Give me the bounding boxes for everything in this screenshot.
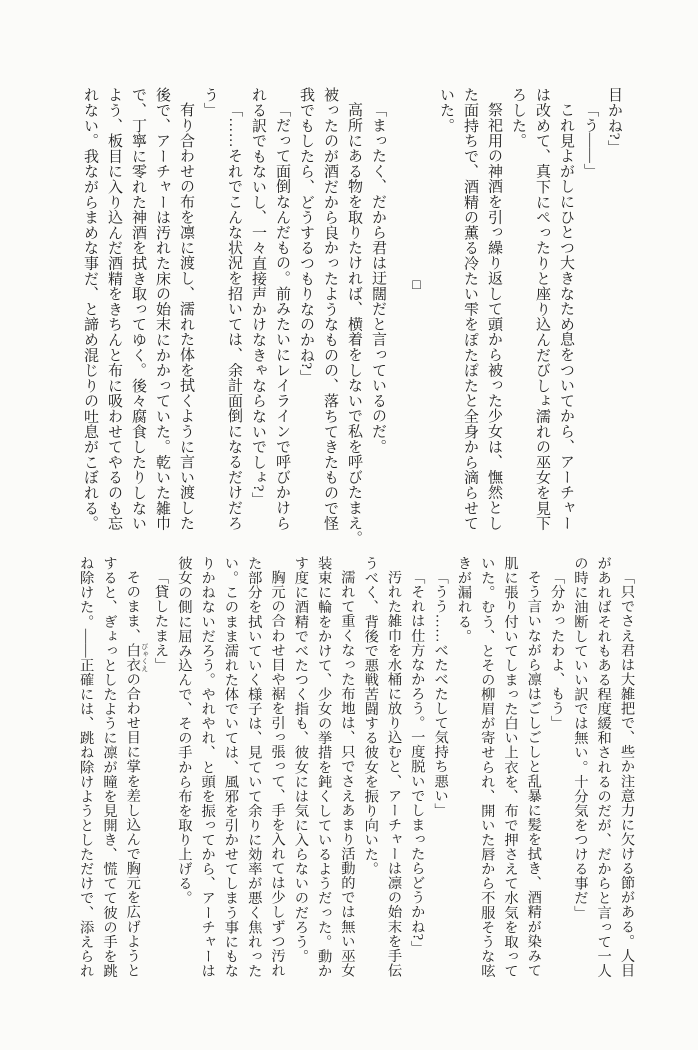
text-column: れない。我ながらまめな事だ、と諦め混じりの吐息がこぼれる。 — [82, 87, 98, 531]
text-column: 「まったく、だから君は迂闊だと言っているのだ。 — [370, 102, 386, 454]
text-column: の時に油断していい訳では無い。十分気をつける事だ」 — [572, 556, 589, 920]
text-column: ね除けた。――正確には、跳ね除けようとしただけで、添えられ — [78, 556, 95, 978]
text-column: た部分を拭いていく様子は、見ていて余りに効率が悪く焦れった — [246, 556, 263, 978]
text-column: 被ったのが酒だから良かったようなものの、落ちてきたもので怪 — [322, 87, 338, 531]
text-column: いた。むう、とその柳眉が寄せられ、開いた唇から不服そうな呟 — [479, 556, 496, 978]
text-column: 後で、アーチャーは汚れた床の始末にかかっていた。乾いた雑巾 — [154, 87, 170, 531]
text-column: す度に酒精でべたつく指も、彼女には気に入らないのだろう。 — [292, 556, 309, 964]
text-column: 濡れて重くなった布地は、只でさえあまり活動的では無い巫女 — [339, 570, 356, 978]
text-column: 「う――」 — [582, 102, 598, 179]
text-column: そう言いながら凛はごしごしと乱暴に髪を拭き、酒精が染みて — [525, 570, 542, 978]
ruby-base-text: 白衣 — [124, 643, 141, 673]
text-column: きが漏れる。 — [455, 556, 472, 644]
text-column: よう、板目に入り込んだ酒精をきちんと布に吸わせてやるのも忘 — [106, 87, 122, 531]
text-column: 「分かったわよ、もう」 — [549, 570, 566, 731]
section-break-square-icon: □ — [409, 278, 424, 294]
bottom-text-block — [74, 556, 638, 986]
text-column: 彼女の側に屈み込んで、その手から布を取り上げる。 — [176, 556, 193, 906]
furigana-text: びゃくえ — [140, 643, 149, 673]
section-divider — [404, 87, 428, 539]
text-column: う」 — [202, 87, 218, 118]
ruby-annotation — [124, 643, 149, 673]
text-column: 目かね?」 — [606, 87, 622, 156]
text-column: すると、ぎょっとしたように凛が瞳を見開き、慌てて彼の手を跳 — [101, 556, 118, 978]
text-column: れる訳でもないし、一々直接声かけなきゃならないでしょ?」 — [250, 87, 266, 508]
text-column: 「うう……べたべたして気持ち悪い」 — [432, 570, 449, 818]
text-column: 装束に輪をかけて、少女の挙措を鈍くしているようだった。動か — [316, 556, 333, 978]
text-column: ろした。 — [510, 87, 526, 149]
text-column: た面持ちで、酒精の薫る冷たい雫をぽたぽたと全身から滴らせて — [462, 87, 478, 531]
text-column: うべく、背後で悪戦苦闘する彼女を振り向いた。 — [362, 556, 379, 877]
text-column: 「……それでこんな状況を招いては、余計面倒になるだけだろ — [226, 102, 242, 531]
text-column: 「貸したまえ」 — [153, 570, 170, 673]
ruby-pre-text: そのまま、 — [124, 570, 141, 644]
top-text-block — [78, 87, 626, 546]
text-column: 汚れた雑巾を水桶に放り込むと、アーチャーは凛の始末を手伝 — [386, 570, 403, 978]
text-column: りかねないだろう。やれやれ、と頭を振ってから、アーチャーは — [199, 556, 216, 978]
ruby-post-text: の合わせ目に掌を差し込んで胸元を広げようと — [124, 672, 141, 978]
text-column: これ見よがしにひとつ大きなため息をついてから、アーチャー — [558, 102, 574, 531]
text-column: 有り合わせの布を凛に渡し、濡れた体を拭くように言い渡した — [178, 102, 194, 531]
text-column: い。このまま濡れた体でいては、風邪を引かせてしまう事にもな — [222, 556, 239, 978]
text-column: 高所にある物を取りたければ、横着をしないで私を呼びたまえ。 — [346, 102, 362, 546]
text-column: 我でもしたら、どうするつもりなのかね?」 — [298, 87, 314, 385]
text-column: 「だって面倒なんだもの。前みたいにレイラインで呼びかけら — [274, 102, 290, 531]
text-column: で、丁寧に零れた神酒を拭き取ってゆく。後々腐食したりしない — [130, 87, 146, 531]
text-column: いた。 — [438, 87, 454, 133]
text-column: 胸元の合わせ目や裾を引っ張って、手を入れては少しずつ汚れ — [269, 570, 286, 978]
text-column: 祭祀用の神酒を引っ繰り返して頭から被った少女は、憮然とし — [486, 102, 502, 531]
text-column: は改めて、真下にぺったりと座り込んだびしょ濡れの巫女を見下 — [534, 87, 550, 531]
text-column: 肌に張り付いてしまった白い上衣を、布で押さえて水気を取って — [502, 556, 519, 978]
text-column: があればそれもある程度緩和されるのだが、だからと言って一人 — [595, 556, 612, 978]
text-column-with-ruby — [120, 556, 148, 986]
text-column: 「それは仕方なかろう。一度脱いでしまったらどうかね?」 — [409, 570, 426, 956]
text-column: 「只でさえ君は大雑把で、些か注意力に欠ける節がある。人目 — [619, 570, 635, 978]
